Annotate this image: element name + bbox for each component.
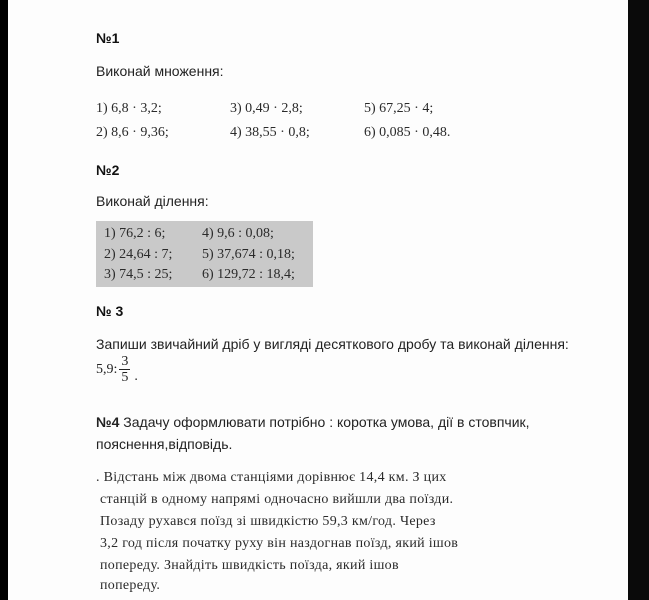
fraction-numerator: 3 bbox=[121, 354, 129, 369]
exercise-item: 2) 24,64 : 7; bbox=[104, 246, 173, 262]
fraction bbox=[119, 354, 130, 385]
task1-exercises bbox=[96, 97, 450, 145]
task3-instruction: Запиши звичайний дріб у вигляді десяткового дробу та виконай ділення: bbox=[96, 336, 569, 352]
problem-line: станцій в одному напрямі одночасно вийшли два поїзди. bbox=[100, 492, 454, 507]
task2-row bbox=[104, 224, 295, 245]
exercise-item: 5) 67,25 · 4; bbox=[364, 101, 434, 116]
task3-heading: № 3 bbox=[96, 303, 124, 319]
task4-instruction-line1 bbox=[96, 414, 530, 430]
problem-line: попереду. Знайдіть швидкість поїзда, який ішов bbox=[100, 558, 399, 573]
expression-prefix: 5,9: bbox=[96, 361, 118, 377]
exercise-item: 2) 8,6 · 9,36; bbox=[96, 125, 169, 140]
expression-suffix: . bbox=[134, 368, 138, 384]
task1-heading: №1 bbox=[96, 30, 120, 46]
exercise-item: 3) 0,49 · 2,8; bbox=[230, 101, 303, 116]
task3-expression bbox=[96, 354, 138, 385]
problem-line: Позаду рухався поїзд зі швидкістю 59,3 км/год. Через bbox=[100, 514, 436, 529]
fraction-denominator: 5 bbox=[121, 370, 129, 385]
exercise-item: 1) 6,8 · 3,2; bbox=[96, 101, 162, 116]
problem-line: . Відстань між двома станціями дорівнює 14,4 км. З цих bbox=[96, 470, 447, 485]
task2-row bbox=[104, 265, 295, 286]
task2-heading: №2 bbox=[96, 162, 120, 178]
problem-line: 3,2 год після початку руху він наздогнав поїзд, який ішов bbox=[100, 536, 459, 551]
exercise-item: 6) 0,085 · 0,48. bbox=[364, 125, 451, 140]
exercise-item: 1) 76,2 : 6; bbox=[104, 226, 166, 242]
problem-line: попереду. bbox=[100, 578, 161, 593]
task1-row bbox=[96, 121, 450, 145]
worksheet-page bbox=[8, 0, 628, 600]
photo-edge bbox=[628, 0, 649, 600]
exercise-item: 5) 37,674 : 0,18; bbox=[202, 246, 295, 262]
exercise-item: 4) 9,6 : 0,08; bbox=[202, 226, 274, 242]
task4-instruction-text: Задачу оформлювати потрібно : коротка умова, дії в стовпчик, bbox=[123, 414, 530, 430]
exercise-item: 3) 74,5 : 25; bbox=[104, 267, 173, 283]
task1-row bbox=[96, 97, 450, 121]
task4-instruction-line2: пояснення,відповідь. bbox=[96, 436, 233, 452]
task2-row bbox=[104, 245, 295, 266]
task2-instruction: Виконай ділення: bbox=[96, 193, 209, 209]
exercise-item: 6) 129,72 : 18,4; bbox=[202, 267, 295, 283]
task4-heading: №4 bbox=[96, 414, 120, 430]
task1-instruction: Виконай множення: bbox=[96, 63, 224, 79]
task2-exercises bbox=[104, 224, 295, 286]
exercise-item: 4) 38,55 · 0,8; bbox=[230, 125, 310, 140]
